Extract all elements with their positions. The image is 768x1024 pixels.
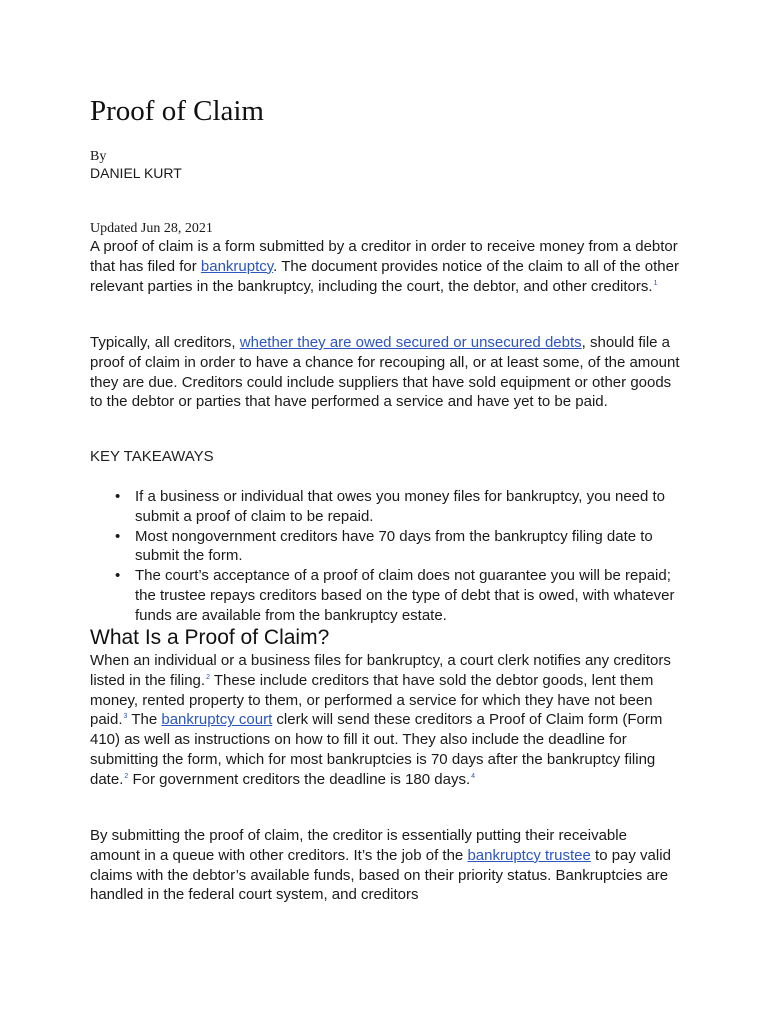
by-label: By [90, 149, 107, 164]
text: clerk will send these creditors a Proof of Claim form (Form 410) as well as instructions on how to fill it out. They also include the deadline for submitting the form, which for most bankruptcies is 70 days after the bankruptcy filing date. [90, 711, 663, 788]
list-item [90, 487, 680, 527]
list-item-text: If a business or individual that owes you money files for bankruptcy, you need to submit a proof of claim to be repaid. [135, 488, 666, 525]
text: to pay valid claims with the debtor’s available funds, based on their priority status. Bankruptcies are handled in the federal court system, and creditors [90, 846, 671, 904]
paragraph-queue [90, 826, 680, 905]
text: . The document provides notice of the claim to all of the other relevant parties in the bankruptcy, including the court, the debtor, and other creditors. [90, 257, 679, 295]
byline [90, 148, 182, 182]
bullet-icon: • [115, 567, 121, 585]
bullet-icon: • [115, 488, 121, 505]
list-item [90, 566, 680, 625]
footnote-1[interactable]: 1 [653, 279, 658, 287]
text: These include creditors that have sold the debtor goods, lent them money, rented property to them, or performed a service for which they have not been paid. [90, 671, 654, 729]
text: A proof of claim is a form submitted by a creditor in order to receive money from a debtor that has filed for [90, 238, 678, 275]
text: Typically, all creditors, [90, 334, 240, 351]
bullet-icon: • [115, 527, 121, 545]
paragraph-creditors [90, 333, 680, 412]
footnote-3[interactable]: 3 [123, 713, 128, 721]
page-title: Proof of Claim [90, 95, 264, 127]
paragraph-notification [90, 651, 680, 790]
text: , should file a proof of claim in order to have a chance for recouping all, or at least some, of the amount they are due. Creditors could include suppliers that have sold equipment or other goods to the debtor or parties that have performed a service and have yet to be paid. [90, 334, 680, 411]
text: For government creditors the deadline is 180 days. [128, 770, 471, 788]
list-item-text: Most nongovernment creditors have 70 days from the bankruptcy filing date to submit the form. [135, 527, 653, 565]
footnote-2[interactable]: 2 [206, 673, 210, 681]
key-takeaways-list [90, 487, 680, 626]
key-takeaways-label: KEY TAKEAWAYS [90, 448, 214, 465]
updated-date: Updated Jun 28, 2021 [90, 221, 213, 236]
link-secured-unsecured-debts[interactable]: whether they are owed secured or unsecured debts [239, 334, 582, 351]
link-bankruptcy-trustee[interactable]: bankruptcy trustee [467, 846, 591, 864]
text: By submitting the proof of claim, the creditor is essentially putting their receivable amount in a queue with other creditors. It’s the job of the [90, 827, 627, 864]
text: When an individual or a business files for bankruptcy, a court clerk notifies any creditors listed in the filing. [90, 652, 671, 689]
author-name[interactable]: DANIEL KURT [90, 165, 182, 181]
text: The [127, 711, 162, 729]
footnote-4[interactable]: 4 [471, 772, 476, 780]
link-bankruptcy[interactable]: bankruptcy [200, 257, 274, 275]
section-heading: What Is a Proof of Claim? [90, 626, 330, 649]
paragraph-intro [90, 237, 680, 296]
list-item-text: The court’s acceptance of a proof of claim does not guarantee you will be repaid; the trustee repays creditors based on the type of debt that is owed, with whatever funds are available from the bankruptcy estate. [135, 567, 675, 624]
list-item [90, 527, 680, 567]
link-bankruptcy-court[interactable]: bankruptcy court [161, 711, 273, 729]
footnote-2b[interactable]: 2 [124, 772, 129, 780]
